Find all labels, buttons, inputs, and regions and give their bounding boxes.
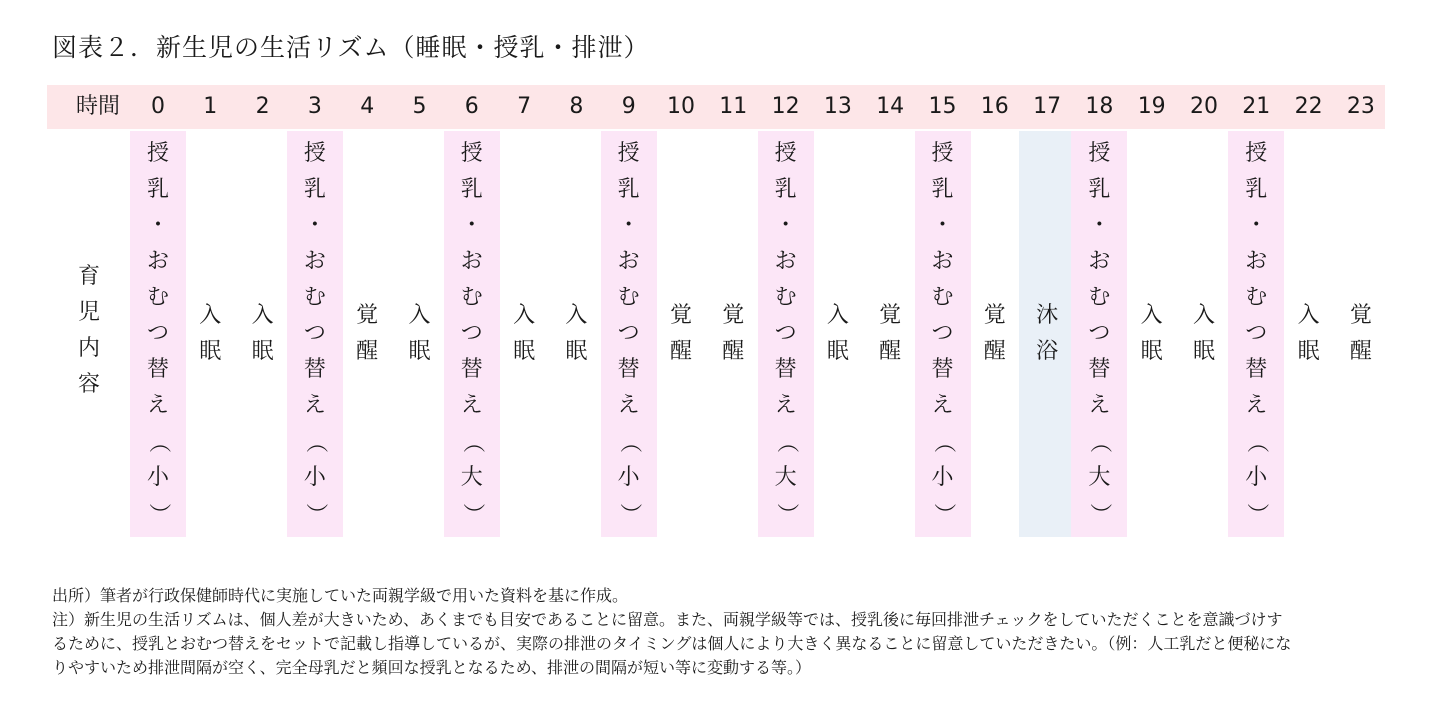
activity-char: 入 [1192,303,1215,328]
activity-char: え [303,393,326,418]
rhythm-table [47,85,1385,537]
activity-char: 醒 [1349,339,1372,364]
activity-char: 替 [460,357,483,382]
activity-char: 大 [1088,465,1111,490]
activity-cell-hour-2 [235,131,291,537]
activity-char: 沐 [1036,303,1059,328]
activity-char: 入 [513,303,536,328]
activity-char: 入 [565,303,588,328]
hour-label-16: 16 [980,94,1009,119]
activity-char: （ [773,430,799,453]
activity-char: 授 [617,141,640,166]
activity-char: 入 [251,303,274,328]
activity-char: 覚 [669,303,692,328]
activity-char: つ [774,321,797,346]
activity-char: 乳 [1088,177,1111,202]
activity-char: お [617,249,640,274]
activity-char: 小 [146,465,169,490]
activity-char: 眠 [1140,339,1163,364]
hour-label-5: 5 [412,94,427,119]
activity-char: む [303,285,326,310]
activity-char: 替 [774,357,797,382]
activity-char: お [774,249,797,274]
activity-cell-hour-11 [705,131,761,537]
activity-char: え [774,393,797,418]
hour-label-21: 21 [1242,94,1271,119]
activity-cell-hour-23 [1333,131,1389,537]
activity-char: お [1245,249,1268,274]
time-column-label: 時間 [75,94,120,119]
activity-cell-hour-15 [915,131,971,537]
activity-char: え [617,393,640,418]
activity-char: 覚 [356,303,379,328]
activity-char: 入 [1140,303,1163,328]
activity-char: 大 [460,465,483,490]
activity-char: お [460,249,483,274]
hour-label-6: 6 [464,94,479,119]
activity-char: 授 [146,141,169,166]
activity-char: 乳 [774,177,797,202]
activity-char: 覚 [983,303,1006,328]
activity-cell-hour-3 [287,131,343,537]
hour-label-0: 0 [151,94,165,119]
activity-char: 入 [408,303,431,328]
hour-label-9: 9 [621,94,636,119]
activity-cell-hour-1 [182,131,238,537]
hour-label-17: 17 [1033,94,1062,119]
activity-char: 小 [1245,465,1268,490]
activity-char: ・ [1088,213,1111,238]
activity-char: ・ [1245,213,1268,238]
activity-char: （ [459,430,485,453]
activity-char: え [460,393,483,418]
hour-label-18: 18 [1085,94,1114,119]
activity-char: え [146,393,169,418]
activity-char: ・ [617,213,640,238]
activity-char: ） [1087,502,1113,525]
activity-char: つ [1088,321,1111,346]
hour-label-13: 13 [823,94,852,119]
activity-char: 眠 [513,339,536,364]
activity-char: え [931,393,954,418]
activity-char: ） [930,502,956,525]
activity-cell-hour-6 [444,131,500,537]
activity-char: 替 [617,357,640,382]
activity-char: 乳 [1245,177,1268,202]
activity-char: 乳 [303,177,326,202]
hour-label-2: 2 [255,94,270,119]
activity-char: ） [616,502,642,525]
activity-char: ） [459,502,485,525]
activity-char: む [146,285,169,310]
activity-char: 乳 [931,177,954,202]
activity-char: 小 [303,465,326,490]
activity-char: 小 [617,465,640,490]
activity-char: 覚 [879,303,902,328]
hour-label-4: 4 [360,94,375,119]
activity-cell-hour-8 [548,131,604,537]
activity-char: 授 [774,141,797,166]
activity-char: 授 [303,141,326,166]
activity-char: 眠 [1192,339,1215,364]
hour-label-7: 7 [517,94,532,119]
activity-char: 眠 [408,339,431,364]
activity-char: ） [1244,502,1270,525]
hour-label-3: 3 [307,94,322,119]
activity-char: 眠 [565,339,588,364]
activity-char: む [1245,285,1268,310]
activity-char: え [1245,393,1268,418]
activity-cell-hour-16 [967,131,1023,537]
activity-char: 醒 [722,339,745,364]
activity-char: ・ [931,213,954,238]
activity-char: 授 [1088,141,1111,166]
activity-cell-hour-17 [1019,131,1075,537]
hour-label-15: 15 [928,94,957,119]
hour-label-10: 10 [667,94,695,119]
activity-char: つ [460,321,483,346]
activity-char: 授 [931,141,954,166]
activity-cell-hour-14 [862,131,918,537]
activity-char: む [1088,285,1111,310]
footnote-line: りやすいため排泄間隔が空く、完全母乳だと頻回な授乳となるため、排泄の間隔が短い等に変動する等。） [52,658,812,677]
hour-label-1: 1 [203,94,218,119]
figure-title: 図表２．新生児の生活リズム（睡眠・授乳・排泄） [52,33,650,62]
row-label-char: 内 [77,336,100,361]
activity-char: 大 [774,465,797,490]
notes-section [52,584,1382,680]
activity-char: 授 [460,141,483,166]
hour-label-20: 20 [1190,94,1218,119]
activity-char: 醒 [669,339,692,364]
footnote-line: 注）新生児の生活リズムは、個人差が大きいため、あくまでも目安であることに留意。また、両親学級等では、授乳後に毎回排泄チェックをしていただくことを意識づけす [52,610,1283,629]
activity-char: 入 [1297,303,1320,328]
hour-label-11: 11 [719,94,748,119]
activity-char: 浴 [1036,339,1059,364]
activity-char: ） [773,502,799,525]
hour-label-23: 23 [1346,94,1375,119]
activity-cell-hour-4 [339,131,395,537]
activity-char: 替 [303,357,326,382]
hour-label-22: 22 [1294,94,1323,119]
activity-cell-hour-13 [810,131,866,537]
activity-char: ・ [146,213,169,238]
activity-char: 眠 [199,339,222,364]
activity-char: つ [303,321,326,346]
hour-label-14: 14 [876,94,905,119]
activity-cell-hour-0 [130,131,186,537]
activity-char: つ [931,321,954,346]
activity-cell-hour-19 [1124,131,1180,537]
activity-char: 醒 [983,339,1006,364]
source-note: 出所）筆者が行政保健師時代に実施していた両親学級で用いた資料を基に作成。 [52,586,629,605]
row-label-char: 児 [77,300,100,325]
hour-label-19: 19 [1137,94,1166,119]
activity-char: む [931,285,954,310]
activity-char: お [1088,249,1111,274]
activity-char: （ [1244,430,1270,453]
activity-char: 乳 [617,177,640,202]
activity-cell-hour-12 [758,131,814,537]
activity-char: つ [617,321,640,346]
activity-char: 替 [1245,357,1268,382]
activity-char: む [460,285,483,310]
activity-char: 眠 [826,339,849,364]
activity-char: 覚 [1349,303,1372,328]
activity-char: 乳 [146,177,169,202]
activity-char: 替 [931,357,954,382]
activity-char: 醒 [356,339,379,364]
activity-cell-hour-20 [1176,131,1232,537]
activity-char: （ [930,430,956,453]
activity-char: ・ [303,213,326,238]
activity-char: 乳 [460,177,483,202]
activity-char: ） [146,502,171,525]
activity-char: む [774,285,797,310]
activity-char: お [303,249,326,274]
activity-char: 眠 [1297,339,1320,364]
activity-char: （ [302,430,328,453]
activity-char: む [617,285,640,310]
activity-char: 眠 [251,339,274,364]
activity-char: お [931,249,954,274]
activity-char: （ [616,430,642,453]
activity-char: ） [302,502,328,525]
activity-cell-hour-7 [496,131,552,537]
activity-char: え [1088,393,1111,418]
activity-char: 授 [1245,141,1268,166]
activity-char: （ [146,430,171,453]
activity-char: 入 [826,303,849,328]
activity-char: 小 [931,465,954,490]
activity-char: ・ [774,213,797,238]
row-label-childcare [69,259,109,403]
activity-cell-hour-18 [1071,131,1127,537]
activity-char: 替 [1088,357,1111,382]
activity-char: つ [146,321,169,346]
activity-char: ・ [460,213,483,238]
row-label-char: 育 [77,264,100,289]
hour-label-8: 8 [569,94,584,119]
activity-char: （ [1087,430,1113,453]
activity-char: 覚 [722,303,745,328]
activity-char: 醒 [879,339,902,364]
footnote-line: るために、授乳とおむつ替えをセットで記載し指導しているが、実際の排泄のタイミングは個人により大きく異なることに留意していただきたい。（例：人工乳だと便秘にな [52,634,1292,653]
activity-char: お [146,249,169,274]
activity-char: つ [1245,321,1268,346]
activity-cell-hour-9 [601,131,657,537]
activity-char: 入 [199,303,222,328]
activity-char: 替 [146,357,169,382]
activity-cell-hour-10 [653,131,709,537]
activity-cell-hour-22 [1281,131,1337,537]
row-label-char: 容 [77,372,100,397]
activity-cell-hour-21 [1228,131,1284,537]
hour-label-12: 12 [771,94,800,119]
activity-cell-hour-5 [392,131,448,537]
